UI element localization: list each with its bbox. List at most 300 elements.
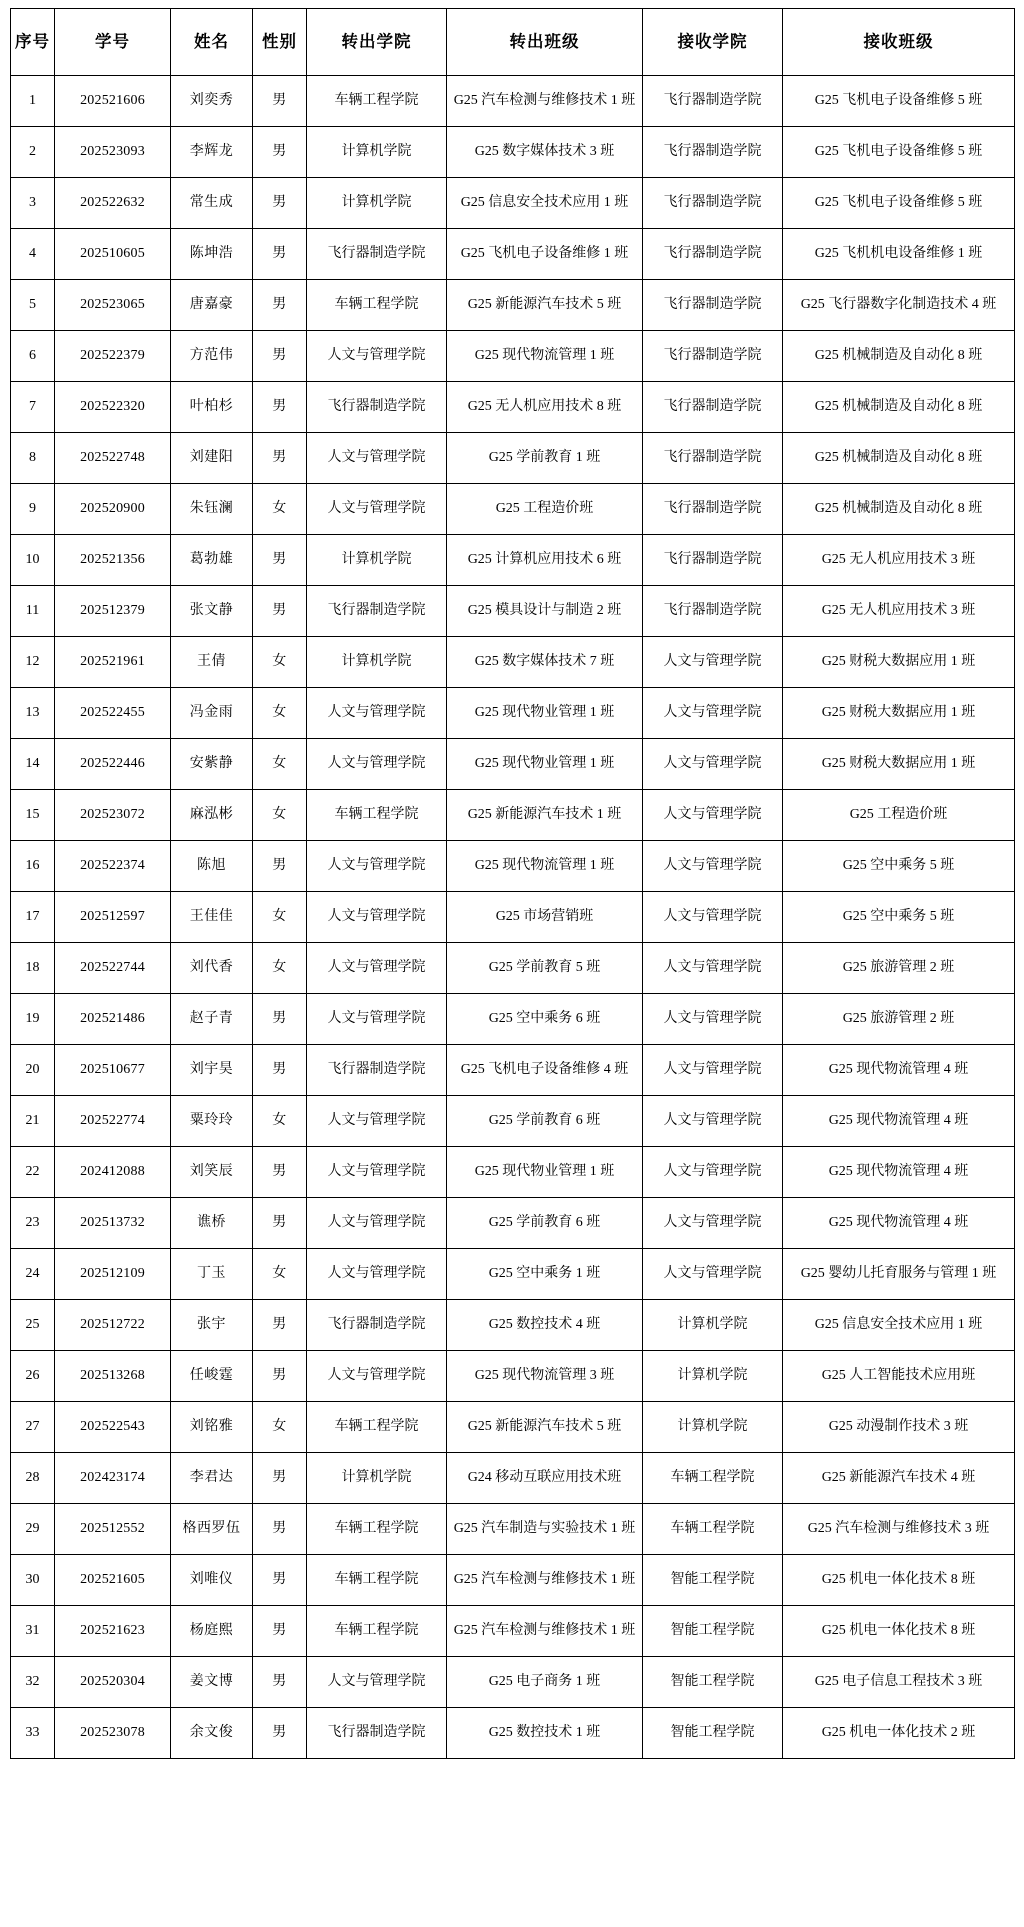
- cell-name: 唐嘉豪: [171, 280, 253, 331]
- cell-to-college: 飞行器制造学院: [643, 535, 783, 586]
- cell-to-college: 人文与管理学院: [643, 1096, 783, 1147]
- cell-from-class: G25 现代物流管理 1 班: [447, 331, 643, 382]
- cell-gender: 男: [253, 1147, 307, 1198]
- cell-from-class: G25 数控技术 1 班: [447, 1708, 643, 1759]
- cell-index: 13: [11, 688, 55, 739]
- cell-to-college: 人文与管理学院: [643, 1198, 783, 1249]
- cell-student-id: 202510677: [55, 1045, 171, 1096]
- table-row: [11, 1198, 1015, 1249]
- cell-from-class: G25 数控技术 4 班: [447, 1300, 643, 1351]
- cell-student-id: 202513732: [55, 1198, 171, 1249]
- cell-to-class: G25 无人机应用技术 3 班: [783, 535, 1015, 586]
- cell-gender: 男: [253, 586, 307, 637]
- cell-student-id: 202522320: [55, 382, 171, 433]
- cell-from-class: G25 现代物业管理 1 班: [447, 1147, 643, 1198]
- cell-student-id: 202520900: [55, 484, 171, 535]
- cell-index: 7: [11, 382, 55, 433]
- cell-to-class: G25 飞行器数字化制造技术 4 班: [783, 280, 1015, 331]
- cell-name: 刘宇昊: [171, 1045, 253, 1096]
- cell-to-college: 人文与管理学院: [643, 790, 783, 841]
- cell-to-class: G25 现代物流管理 4 班: [783, 1147, 1015, 1198]
- cell-from-college: 人文与管理学院: [307, 994, 447, 1045]
- cell-to-college: 飞行器制造学院: [643, 433, 783, 484]
- cell-name: 王佳佳: [171, 892, 253, 943]
- cell-from-class: G25 空中乘务 6 班: [447, 994, 643, 1045]
- cell-name: 刘代香: [171, 943, 253, 994]
- cell-name: 格西罗伍: [171, 1504, 253, 1555]
- cell-student-id: 202522774: [55, 1096, 171, 1147]
- cell-to-class: G25 飞机电子设备维修 5 班: [783, 127, 1015, 178]
- table-row: [11, 178, 1015, 229]
- cell-from-class: G25 信息安全技术应用 1 班: [447, 178, 643, 229]
- table-row: [11, 1708, 1015, 1759]
- cell-gender: 女: [253, 1096, 307, 1147]
- cell-to-college: 智能工程学院: [643, 1555, 783, 1606]
- table-header-row: [11, 9, 1015, 76]
- cell-name: 方范伟: [171, 331, 253, 382]
- cell-index: 3: [11, 178, 55, 229]
- cell-index: 6: [11, 331, 55, 382]
- table-row: [11, 841, 1015, 892]
- table-row: [11, 229, 1015, 280]
- cell-from-class: G25 现代物流管理 1 班: [447, 841, 643, 892]
- cell-name: 王倩: [171, 637, 253, 688]
- cell-to-class: G25 飞机电子设备维修 5 班: [783, 178, 1015, 229]
- cell-name: 叶柏杉: [171, 382, 253, 433]
- cell-to-class: G25 现代物流管理 4 班: [783, 1198, 1015, 1249]
- cell-gender: 女: [253, 484, 307, 535]
- cell-from-college: 人文与管理学院: [307, 1657, 447, 1708]
- cell-from-college: 车辆工程学院: [307, 1504, 447, 1555]
- cell-name: 赵子青: [171, 994, 253, 1045]
- cell-index: 24: [11, 1249, 55, 1300]
- cell-from-class: G25 数字媒体技术 3 班: [447, 127, 643, 178]
- table-row: [11, 586, 1015, 637]
- cell-index: 4: [11, 229, 55, 280]
- table-row: [11, 739, 1015, 790]
- cell-gender: 男: [253, 994, 307, 1045]
- cell-gender: 男: [253, 433, 307, 484]
- cell-student-id: 202523078: [55, 1708, 171, 1759]
- cell-index: 23: [11, 1198, 55, 1249]
- cell-from-college: 飞行器制造学院: [307, 382, 447, 433]
- cell-index: 15: [11, 790, 55, 841]
- cell-index: 25: [11, 1300, 55, 1351]
- cell-to-class: G25 信息安全技术应用 1 班: [783, 1300, 1015, 1351]
- cell-index: 2: [11, 127, 55, 178]
- cell-to-college: 智能工程学院: [643, 1657, 783, 1708]
- cell-from-class: G25 数字媒体技术 7 班: [447, 637, 643, 688]
- cell-student-id: 202522748: [55, 433, 171, 484]
- cell-student-id: 202520304: [55, 1657, 171, 1708]
- cell-from-college: 飞行器制造学院: [307, 586, 447, 637]
- cell-name: 刘铭雅: [171, 1402, 253, 1453]
- cell-to-class: G25 财税大数据应用 1 班: [783, 637, 1015, 688]
- table-row: [11, 535, 1015, 586]
- cell-to-college: 计算机学院: [643, 1300, 783, 1351]
- cell-name: 李辉龙: [171, 127, 253, 178]
- cell-to-college: 飞行器制造学院: [643, 127, 783, 178]
- cell-to-college: 飞行器制造学院: [643, 178, 783, 229]
- cell-student-id: 202521356: [55, 535, 171, 586]
- cell-gender: 女: [253, 637, 307, 688]
- cell-to-class: G25 人工智能技术应用班: [783, 1351, 1015, 1402]
- cell-to-college: 车辆工程学院: [643, 1504, 783, 1555]
- cell-from-college: 计算机学院: [307, 1453, 447, 1504]
- table-row: [11, 280, 1015, 331]
- cell-from-class: G25 学前教育 6 班: [447, 1198, 643, 1249]
- cell-from-college: 车辆工程学院: [307, 280, 447, 331]
- cell-from-college: 人文与管理学院: [307, 1198, 447, 1249]
- cell-from-college: 人文与管理学院: [307, 1096, 447, 1147]
- cell-to-class: G25 汽车检测与维修技术 3 班: [783, 1504, 1015, 1555]
- cell-student-id: 202512597: [55, 892, 171, 943]
- cell-to-class: G25 机电一体化技术 8 班: [783, 1606, 1015, 1657]
- cell-gender: 男: [253, 1198, 307, 1249]
- student-transfer-table: [10, 8, 1015, 1759]
- column-header-student-id: 学号: [55, 9, 171, 76]
- cell-to-college: 智能工程学院: [643, 1708, 783, 1759]
- cell-to-college: 人文与管理学院: [643, 1147, 783, 1198]
- cell-index: 26: [11, 1351, 55, 1402]
- table-row: [11, 1657, 1015, 1708]
- column-header-from-college: 转出学院: [307, 9, 447, 76]
- cell-student-id: 202521605: [55, 1555, 171, 1606]
- cell-index: 8: [11, 433, 55, 484]
- cell-name: 朱钰澜: [171, 484, 253, 535]
- table-row: [11, 1453, 1015, 1504]
- cell-from-class: G25 计算机应用技术 6 班: [447, 535, 643, 586]
- cell-gender: 男: [253, 1708, 307, 1759]
- cell-from-class: G25 汽车检测与维修技术 1 班: [447, 1555, 643, 1606]
- cell-from-college: 人文与管理学院: [307, 331, 447, 382]
- cell-from-class: G25 市场营销班: [447, 892, 643, 943]
- cell-to-college: 人文与管理学院: [643, 688, 783, 739]
- cell-gender: 女: [253, 739, 307, 790]
- cell-to-class: G25 财税大数据应用 1 班: [783, 688, 1015, 739]
- column-header-to-class: 接收班级: [783, 9, 1015, 76]
- table-row: [11, 790, 1015, 841]
- cell-name: 张宇: [171, 1300, 253, 1351]
- cell-to-class: G25 机械制造及自动化 8 班: [783, 433, 1015, 484]
- cell-gender: 男: [253, 1351, 307, 1402]
- cell-to-class: G25 机电一体化技术 8 班: [783, 1555, 1015, 1606]
- cell-gender: 男: [253, 76, 307, 127]
- cell-student-id: 202522379: [55, 331, 171, 382]
- cell-from-college: 车辆工程学院: [307, 790, 447, 841]
- column-header-index: [11, 9, 55, 76]
- column-header-to-college: 接收学院: [643, 9, 783, 76]
- cell-index: 21: [11, 1096, 55, 1147]
- cell-student-id: 202521606: [55, 76, 171, 127]
- cell-to-class: G25 旅游管理 2 班: [783, 943, 1015, 994]
- cell-gender: 男: [253, 1300, 307, 1351]
- cell-to-college: 人文与管理学院: [643, 739, 783, 790]
- cell-from-class: G25 汽车检测与维修技术 1 班: [447, 1606, 643, 1657]
- table-row: [11, 1249, 1015, 1300]
- table-row: [11, 688, 1015, 739]
- cell-gender: 女: [253, 892, 307, 943]
- cell-gender: 女: [253, 790, 307, 841]
- cell-gender: 男: [253, 1504, 307, 1555]
- cell-index: 32: [11, 1657, 55, 1708]
- cell-name: 陈旭: [171, 841, 253, 892]
- cell-to-college: 飞行器制造学院: [643, 382, 783, 433]
- cell-from-class: G25 无人机应用技术 8 班: [447, 382, 643, 433]
- cell-index: 31: [11, 1606, 55, 1657]
- cell-to-college: 飞行器制造学院: [643, 76, 783, 127]
- cell-gender: 男: [253, 1453, 307, 1504]
- cell-name: 李君达: [171, 1453, 253, 1504]
- cell-to-class: G25 飞机电子设备维修 5 班: [783, 76, 1015, 127]
- table-row: [11, 637, 1015, 688]
- cell-to-college: 飞行器制造学院: [643, 229, 783, 280]
- cell-to-class: G25 空中乘务 5 班: [783, 892, 1015, 943]
- cell-to-college: 人文与管理学院: [643, 1249, 783, 1300]
- cell-gender: 男: [253, 1657, 307, 1708]
- cell-to-college: 智能工程学院: [643, 1606, 783, 1657]
- cell-to-college: 人文与管理学院: [643, 637, 783, 688]
- cell-student-id: 202522632: [55, 178, 171, 229]
- table-row: [11, 1096, 1015, 1147]
- cell-index: 10: [11, 535, 55, 586]
- cell-name: 丁玉: [171, 1249, 253, 1300]
- cell-student-id: 202523093: [55, 127, 171, 178]
- cell-from-class: G25 飞机电子设备维修 4 班: [447, 1045, 643, 1096]
- cell-to-class: G25 机电一体化技术 2 班: [783, 1708, 1015, 1759]
- cell-to-college: 飞行器制造学院: [643, 586, 783, 637]
- cell-to-class: G25 无人机应用技术 3 班: [783, 586, 1015, 637]
- cell-from-class: G25 模具设计与制造 2 班: [447, 586, 643, 637]
- cell-from-college: 人文与管理学院: [307, 1351, 447, 1402]
- cell-to-college: 人文与管理学院: [643, 1045, 783, 1096]
- cell-name: 余文俊: [171, 1708, 253, 1759]
- column-header-index-label: 序号: [15, 31, 50, 51]
- cell-to-college: 飞行器制造学院: [643, 484, 783, 535]
- table-row: [11, 1147, 1015, 1198]
- cell-from-college: 人文与管理学院: [307, 892, 447, 943]
- cell-student-id: 202522455: [55, 688, 171, 739]
- cell-name: 杨庭熙: [171, 1606, 253, 1657]
- cell-student-id: 202412088: [55, 1147, 171, 1198]
- cell-from-class: G25 现代物业管理 1 班: [447, 739, 643, 790]
- cell-to-college: 计算机学院: [643, 1351, 783, 1402]
- cell-name: 葛勃雄: [171, 535, 253, 586]
- cell-from-college: 人文与管理学院: [307, 1147, 447, 1198]
- cell-from-class: G25 新能源汽车技术 1 班: [447, 790, 643, 841]
- cell-to-class: G25 工程造价班: [783, 790, 1015, 841]
- cell-to-class: G25 机械制造及自动化 8 班: [783, 331, 1015, 382]
- cell-index: 14: [11, 739, 55, 790]
- cell-student-id: 202522446: [55, 739, 171, 790]
- cell-index: 9: [11, 484, 55, 535]
- cell-to-class: G25 旅游管理 2 班: [783, 994, 1015, 1045]
- cell-from-college: 人文与管理学院: [307, 688, 447, 739]
- cell-index: 29: [11, 1504, 55, 1555]
- cell-name: 姜文博: [171, 1657, 253, 1708]
- cell-name: 刘建阳: [171, 433, 253, 484]
- cell-name: 刘奕秀: [171, 76, 253, 127]
- table-row: [11, 943, 1015, 994]
- table-row: [11, 1504, 1015, 1555]
- table-row: [11, 1606, 1015, 1657]
- cell-from-college: 人文与管理学院: [307, 484, 447, 535]
- cell-from-class: G25 学前教育 1 班: [447, 433, 643, 484]
- cell-to-class: G25 财税大数据应用 1 班: [783, 739, 1015, 790]
- cell-gender: 男: [253, 1555, 307, 1606]
- cell-to-college: 飞行器制造学院: [643, 331, 783, 382]
- table-row: [11, 433, 1015, 484]
- cell-gender: 女: [253, 1402, 307, 1453]
- cell-name: 刘笑辰: [171, 1147, 253, 1198]
- cell-student-id: 202521486: [55, 994, 171, 1045]
- cell-from-college: 人文与管理学院: [307, 943, 447, 994]
- cell-from-college: 飞行器制造学院: [307, 229, 447, 280]
- cell-to-college: 计算机学院: [643, 1402, 783, 1453]
- cell-from-class: G25 飞机电子设备维修 1 班: [447, 229, 643, 280]
- cell-from-class: G25 学前教育 6 班: [447, 1096, 643, 1147]
- cell-from-college: 车辆工程学院: [307, 1606, 447, 1657]
- cell-index: 16: [11, 841, 55, 892]
- column-header-gender: 性别: [253, 9, 307, 76]
- cell-gender: 女: [253, 943, 307, 994]
- cell-gender: 男: [253, 1045, 307, 1096]
- cell-from-college: 车辆工程学院: [307, 76, 447, 127]
- column-header-name: 姓名: [171, 9, 253, 76]
- cell-gender: 男: [253, 229, 307, 280]
- table-row: [11, 127, 1015, 178]
- cell-from-class: G25 汽车制造与实验技术 1 班: [447, 1504, 643, 1555]
- cell-gender: 女: [253, 1249, 307, 1300]
- cell-index: 22: [11, 1147, 55, 1198]
- cell-from-college: 计算机学院: [307, 127, 447, 178]
- cell-index: 5: [11, 280, 55, 331]
- cell-index: 18: [11, 943, 55, 994]
- cell-name: 麻泓彬: [171, 790, 253, 841]
- cell-from-college: 车辆工程学院: [307, 1555, 447, 1606]
- cell-to-college: 人文与管理学院: [643, 943, 783, 994]
- cell-name: 安紫静: [171, 739, 253, 790]
- cell-gender: 男: [253, 841, 307, 892]
- cell-student-id: 202513268: [55, 1351, 171, 1402]
- cell-name: 冯金雨: [171, 688, 253, 739]
- table-row: [11, 892, 1015, 943]
- cell-to-class: G25 现代物流管理 4 班: [783, 1045, 1015, 1096]
- cell-from-college: 计算机学院: [307, 178, 447, 229]
- cell-index: 28: [11, 1453, 55, 1504]
- cell-from-class: G25 新能源汽车技术 5 班: [447, 280, 643, 331]
- cell-student-id: 202521623: [55, 1606, 171, 1657]
- cell-from-college: 计算机学院: [307, 637, 447, 688]
- table-body: [11, 76, 1015, 1759]
- cell-from-class: G25 电子商务 1 班: [447, 1657, 643, 1708]
- cell-from-college: 人文与管理学院: [307, 433, 447, 484]
- table-row: [11, 1045, 1015, 1096]
- table-row: [11, 331, 1015, 382]
- cell-student-id: 202512722: [55, 1300, 171, 1351]
- cell-to-class: G25 动漫制作技术 3 班: [783, 1402, 1015, 1453]
- cell-to-class: G25 机械制造及自动化 8 班: [783, 382, 1015, 433]
- cell-name: 谯桥: [171, 1198, 253, 1249]
- cell-student-id: 202522374: [55, 841, 171, 892]
- table-row: [11, 76, 1015, 127]
- cell-index: 27: [11, 1402, 55, 1453]
- cell-gender: 男: [253, 178, 307, 229]
- cell-from-class: G25 现代物流管理 3 班: [447, 1351, 643, 1402]
- cell-to-college: 车辆工程学院: [643, 1453, 783, 1504]
- cell-gender: 男: [253, 127, 307, 178]
- cell-student-id: 202521961: [55, 637, 171, 688]
- table-row: [11, 1300, 1015, 1351]
- cell-to-class: G25 新能源汽车技术 4 班: [783, 1453, 1015, 1504]
- cell-to-college: 人文与管理学院: [643, 841, 783, 892]
- cell-gender: 男: [253, 280, 307, 331]
- cell-from-class: G25 空中乘务 1 班: [447, 1249, 643, 1300]
- cell-from-class: G25 现代物业管理 1 班: [447, 688, 643, 739]
- cell-from-class: G24 移动互联应用技术班: [447, 1453, 643, 1504]
- cell-name: 粟玲玲: [171, 1096, 253, 1147]
- cell-to-college: 飞行器制造学院: [643, 280, 783, 331]
- table-row: [11, 1402, 1015, 1453]
- cell-index: 19: [11, 994, 55, 1045]
- cell-from-college: 飞行器制造学院: [307, 1300, 447, 1351]
- cell-student-id: 202523072: [55, 790, 171, 841]
- cell-student-id: 202512552: [55, 1504, 171, 1555]
- cell-to-college: 人文与管理学院: [643, 892, 783, 943]
- cell-index: 1: [11, 76, 55, 127]
- cell-gender: 男: [253, 331, 307, 382]
- cell-gender: 男: [253, 382, 307, 433]
- cell-student-id: 202523065: [55, 280, 171, 331]
- column-header-from-class: 转出班级: [447, 9, 643, 76]
- cell-to-class: G25 空中乘务 5 班: [783, 841, 1015, 892]
- cell-student-id: 202512379: [55, 586, 171, 637]
- cell-gender: 男: [253, 535, 307, 586]
- cell-from-class: G25 工程造价班: [447, 484, 643, 535]
- cell-name: 常生成: [171, 178, 253, 229]
- cell-from-college: 人文与管理学院: [307, 841, 447, 892]
- cell-index: 17: [11, 892, 55, 943]
- cell-from-college: 飞行器制造学院: [307, 1045, 447, 1096]
- cell-from-college: 计算机学院: [307, 535, 447, 586]
- cell-index: 20: [11, 1045, 55, 1096]
- table-row: [11, 1351, 1015, 1402]
- cell-from-college: 飞行器制造学院: [307, 1708, 447, 1759]
- cell-gender: 女: [253, 688, 307, 739]
- cell-index: 30: [11, 1555, 55, 1606]
- cell-from-class: G25 汽车检测与维修技术 1 班: [447, 76, 643, 127]
- cell-index: 33: [11, 1708, 55, 1759]
- cell-student-id: 202423174: [55, 1453, 171, 1504]
- cell-to-college: 人文与管理学院: [643, 994, 783, 1045]
- table-row: [11, 1555, 1015, 1606]
- cell-student-id: 202522543: [55, 1402, 171, 1453]
- table-row: [11, 382, 1015, 433]
- cell-from-college: 人文与管理学院: [307, 1249, 447, 1300]
- cell-to-class: G25 机械制造及自动化 8 班: [783, 484, 1015, 535]
- cell-student-id: 202512109: [55, 1249, 171, 1300]
- cell-name: 陈坤浩: [171, 229, 253, 280]
- cell-name: 张文静: [171, 586, 253, 637]
- table-header: [11, 9, 1015, 76]
- cell-from-college: 人文与管理学院: [307, 739, 447, 790]
- cell-to-class: G25 现代物流管理 4 班: [783, 1096, 1015, 1147]
- cell-index: 11: [11, 586, 55, 637]
- cell-from-college: 车辆工程学院: [307, 1402, 447, 1453]
- cell-name: 任峻霆: [171, 1351, 253, 1402]
- cell-index: 12: [11, 637, 55, 688]
- cell-name: 刘唯仪: [171, 1555, 253, 1606]
